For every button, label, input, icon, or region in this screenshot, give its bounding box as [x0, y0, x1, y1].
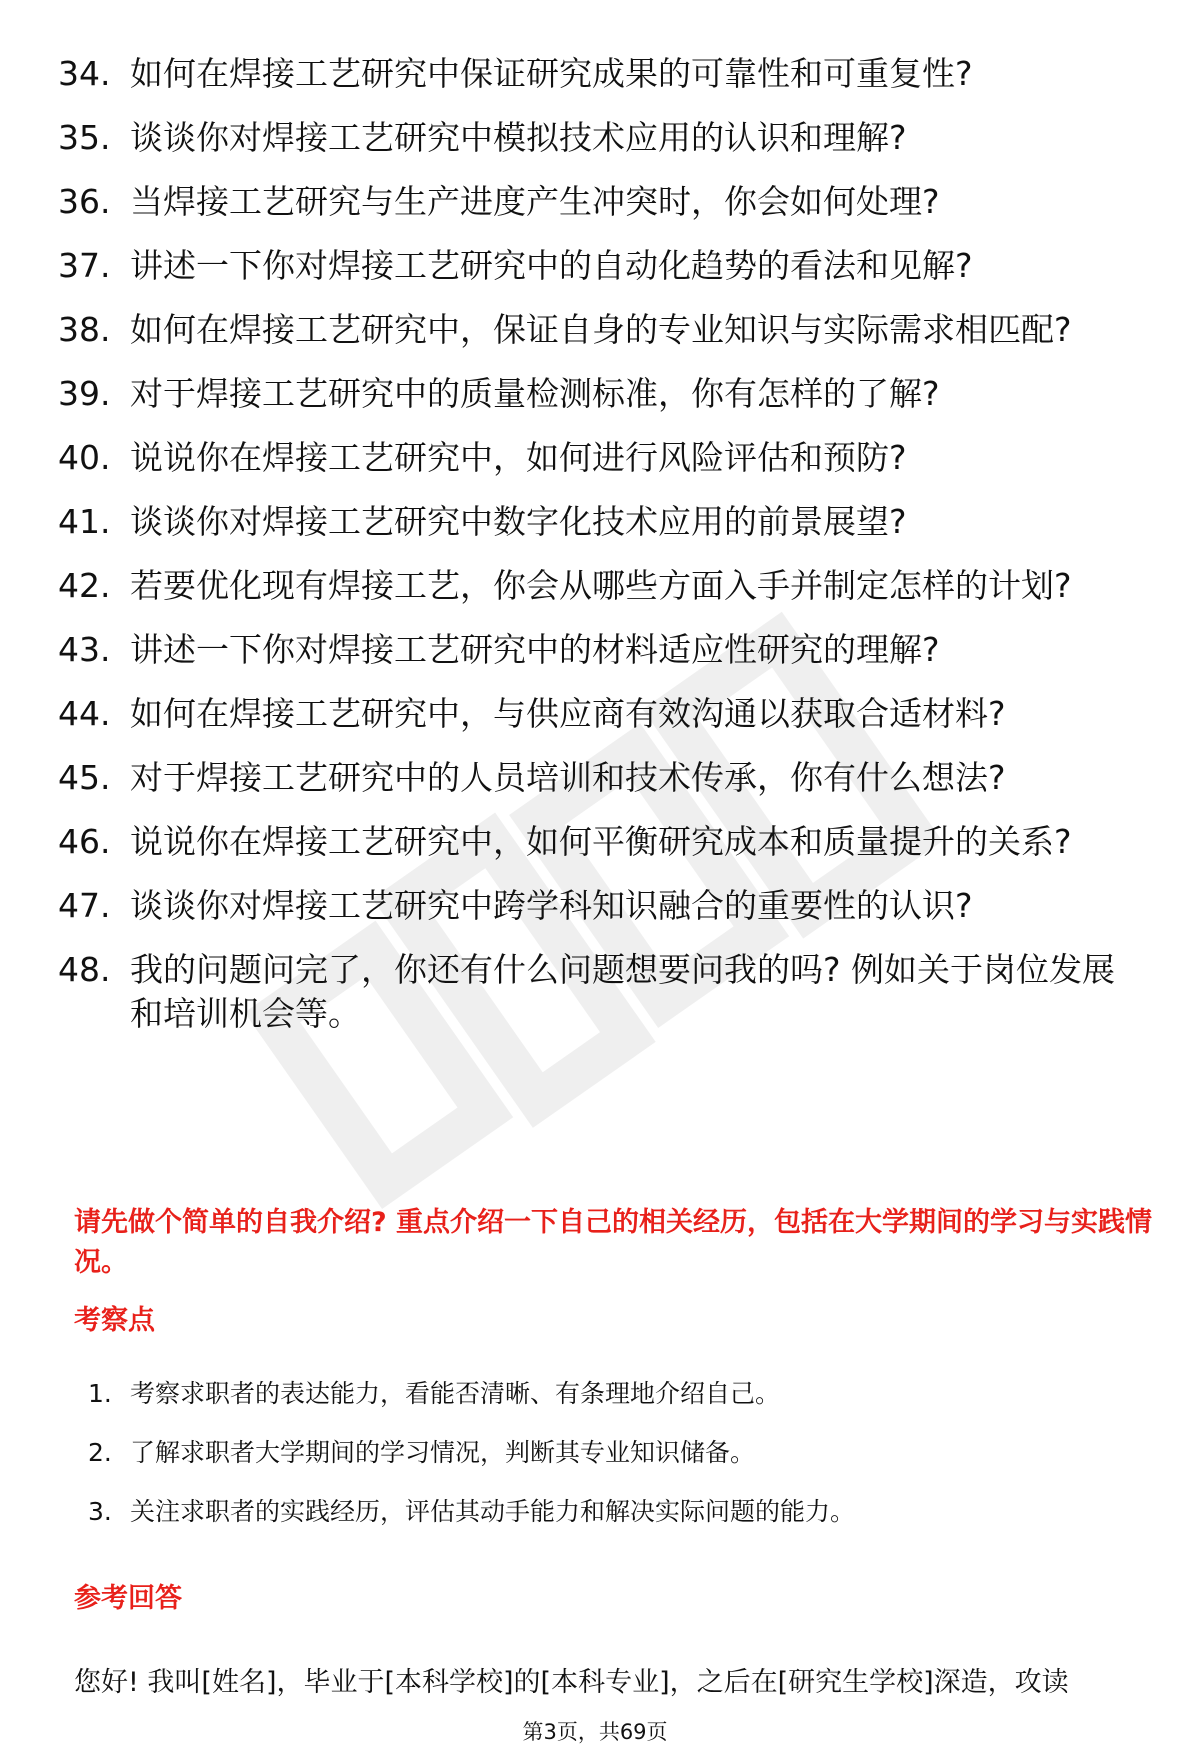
question-text: 谈谈你对焊接工艺研究中模拟技术应用的认识和理解? — [130, 118, 907, 157]
question-text: 对于焊接工艺研究中的人员培训和技术传承，你有什么想法? — [130, 758, 1006, 797]
question-number: 43. — [58, 630, 111, 669]
question-list — [58, 52, 1158, 1056]
question-text: 讲述一下你对焊接工艺研究中的自动化趋势的看法和见解? — [130, 246, 973, 285]
question-item — [58, 116, 1158, 160]
question-number: 36. — [58, 182, 111, 221]
question-item — [58, 884, 1158, 928]
point-number: 2. — [88, 1438, 112, 1467]
point-text: 考察求职者的表达能力，看能否清晰、有条理地介绍自己。 — [130, 1379, 781, 1408]
question-item — [58, 820, 1158, 864]
question-text: 谈谈你对焊接工艺研究中数字化技术应用的前景展望? — [130, 502, 907, 541]
question-number: 39. — [58, 374, 111, 413]
question-text: 当焊接工艺研究与生产进度产生冲突时，你会如何处理? — [130, 182, 940, 221]
question-item — [58, 372, 1158, 416]
question-number: 37. — [58, 246, 111, 285]
page-footer: 第3页，共69页 — [522, 1720, 668, 1744]
question-item — [58, 436, 1158, 480]
question-number: 48. — [58, 950, 111, 989]
question-item — [58, 756, 1158, 800]
question-text: 如何在焊接工艺研究中，保证自身的专业知识与实际需求相匹配? — [130, 310, 1072, 349]
question-text: 若要优化现有焊接工艺，你会从哪些方面入手并制定怎样的计划? — [130, 566, 1072, 605]
question-text: 谈谈你对焊接工艺研究中跨学科知识融合的重要性的认识? — [130, 886, 973, 925]
question-number: 44. — [58, 694, 111, 733]
question-text: 讲述一下你对焊接工艺研究中的材料适应性研究的理解? — [130, 630, 940, 669]
kaochadian-heading: 考察点 — [74, 1305, 155, 1336]
question-number: 42. — [58, 566, 111, 605]
question-item — [58, 180, 1158, 224]
question-number: 34. — [58, 54, 111, 93]
featured-question: 请先做个简单的自我介绍? 重点介绍一下自己的相关经历，包括在大学期间的学习与实践情况。 — [74, 1207, 1153, 1278]
point-text: 关注求职者的实践经历，评估其动手能力和解决实际问题的能力。 — [130, 1497, 856, 1526]
question-item — [58, 308, 1158, 352]
question-text: 我的问题问完了，你还有什么问题想要问我的吗? 例如关于岗位发展和培训机会等。 — [130, 950, 1116, 1033]
question-number: 40. — [58, 438, 111, 477]
point-number: 1. — [88, 1379, 112, 1408]
question-text: 如何在焊接工艺研究中保证研究成果的可靠性和可重复性? — [130, 54, 973, 93]
question-item — [58, 564, 1158, 608]
question-item — [58, 52, 1158, 96]
reference-answer: 您好! 我叫[姓名]，毕业于[本科学校]的[本科专业]，之后在[研究生学校]深造，攻读 — [74, 1667, 1069, 1698]
question-number: 41. — [58, 502, 111, 541]
question-number: 35. — [58, 118, 111, 157]
question-item — [58, 628, 1158, 672]
kaochadian-item — [88, 1436, 1148, 1470]
reference-heading: 参考回答 — [74, 1583, 182, 1614]
point-number: 3. — [88, 1497, 112, 1526]
question-item — [58, 244, 1158, 288]
kaochadian-item — [88, 1495, 1148, 1529]
question-item — [58, 948, 1158, 1036]
kaochadian-list — [88, 1377, 1148, 1554]
question-text: 如何在焊接工艺研究中，与供应商有效沟通以获取合适材料? — [130, 694, 1006, 733]
question-item — [58, 692, 1158, 736]
question-item — [58, 500, 1158, 544]
point-text: 了解求职者大学期间的学习情况，判断其专业知识储备。 — [130, 1438, 756, 1467]
question-number: 47. — [58, 886, 111, 925]
question-number: 45. — [58, 758, 111, 797]
question-text: 说说你在焊接工艺研究中，如何进行风险评估和预防? — [130, 438, 907, 477]
question-number: 46. — [58, 822, 111, 861]
question-number: 38. — [58, 310, 111, 349]
question-text: 对于焊接工艺研究中的质量检测标准，你有怎样的了解? — [130, 374, 940, 413]
kaochadian-item — [88, 1377, 1148, 1411]
question-text: 说说你在焊接工艺研究中，如何平衡研究成本和质量提升的关系? — [130, 822, 1072, 861]
